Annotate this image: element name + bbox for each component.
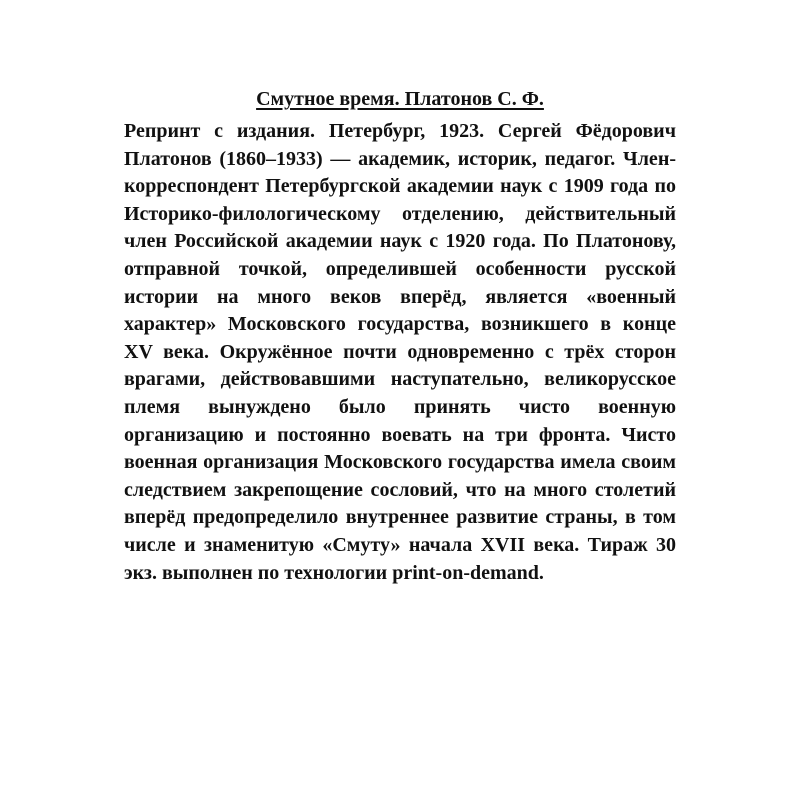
document-body: Репринт с издания. Петербург, 1923. Сергей Фёдорович Платонов (1860–1933) — академик, историк, педагог. Член-корреспондент Петербургской академии наук с 1909 года по Историко-филологическому отделению, действительный член Российской академии наук с 1920 года. По Платонову, отправной точкой, определившей особенности русской истории на много веков вперёд, является «военный характер» Московского государства, возникшего в конце XV века. Окружённое почти одновременно с трёх сторон врагами, действовавшими наступательно, великорусское племя вынуждено было принять чисто военную организацию и постоянно воевать на три фронта. Чисто военная организация Московского государства имела своим следствием закрепощение сословий, что на много столетий вперёд предопределило внутреннее развитие страны, в том числе и знаменитую «Смуту» начала XVII века. Тираж 30 экз. выполнен по технологии print-on-demand. xyxy=(124,120,676,584)
document-title: Смутное время. Платонов С. Ф. xyxy=(256,88,544,110)
document-page xyxy=(124,86,676,587)
